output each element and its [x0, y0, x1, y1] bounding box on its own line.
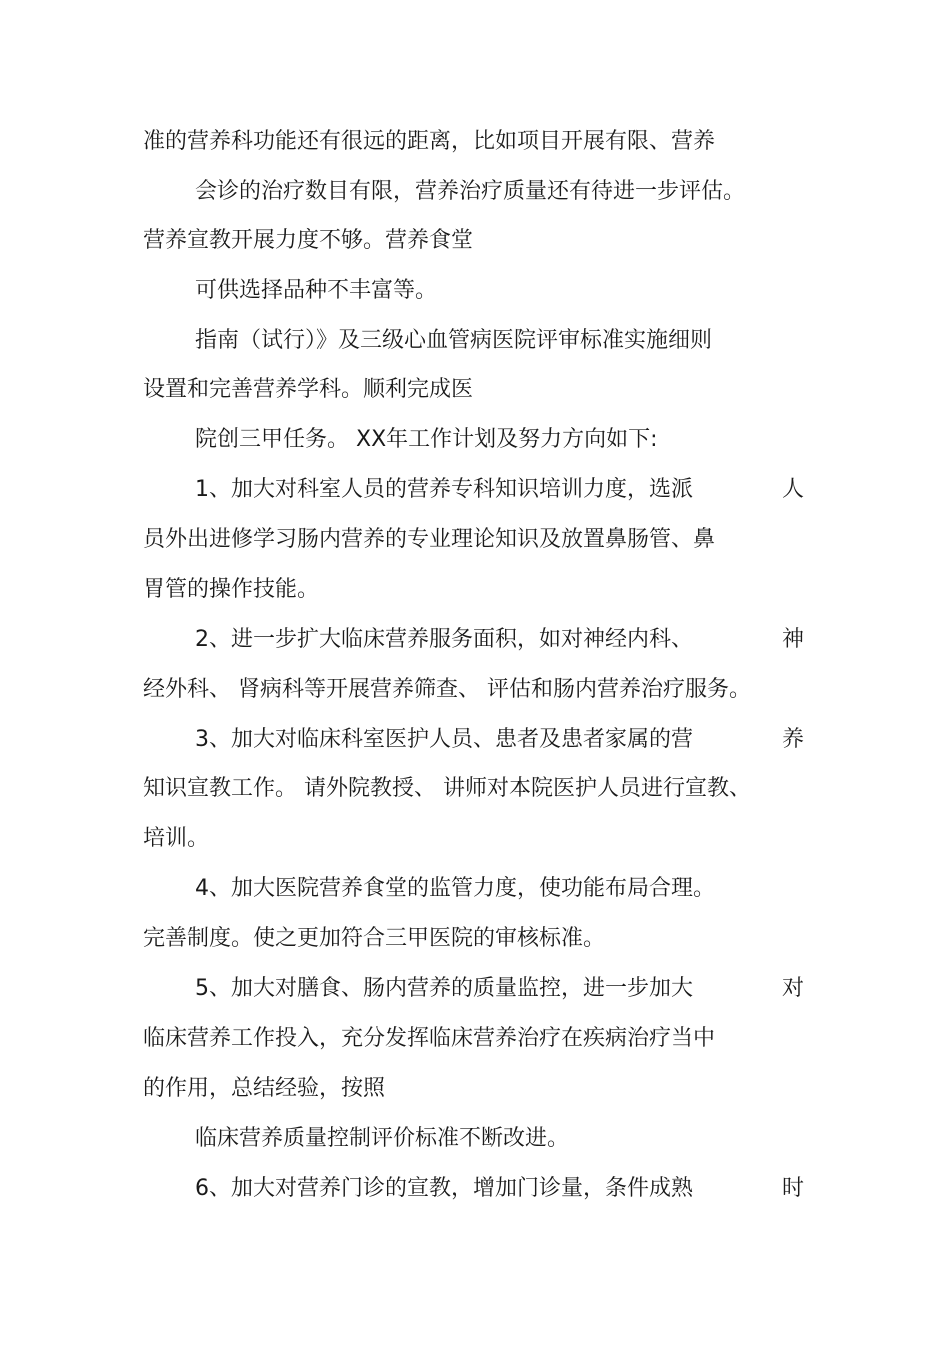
list-item-3: 3、加大对临床科室医护人员、患者及患者家属的营: [195, 727, 693, 752]
list-item-1: 1、加大对科室人员的营养专科知识培训力度，选派: [195, 477, 693, 502]
text-line: 胃管的操作技能。: [143, 577, 320, 602]
text-line: 会诊的治疗数目有限，营养治疗质量还有待进一步评估。: [195, 179, 746, 204]
line-end-char: 时: [782, 1176, 805, 1201]
text-line: 指南（试行）》及三级心血管病医院评审标准实施细则: [195, 328, 713, 353]
text-line: 营养宣教开展力度不够。营养食堂: [143, 228, 474, 253]
text-line: 临床营养质量控制评价标准不断改进。: [195, 1126, 570, 1151]
line-end-char: 养: [782, 727, 805, 752]
list-item-2: 2、进一步扩大临床营养服务面积，如对神经内科、: [195, 627, 693, 652]
list-item-4: 4、加大医院营养食堂的监管力度，使功能布局合理。: [195, 876, 715, 901]
list-item-5: 5、加大对膳食、肠内营养的质量监控，进一步加大: [195, 976, 693, 1001]
list-item-6: 6、加大对营养门诊的宣教，增加门诊量，条件成熟: [195, 1176, 693, 1201]
text-line: 可供选择品种不丰富等。: [195, 278, 438, 303]
text-line: 知识宣教工作。 请外院教授、 讲师对本院医护人员进行宣教、: [143, 776, 751, 801]
text-line: 的作用，总结经验，按照: [143, 1076, 386, 1101]
line-end-char: 对: [782, 976, 805, 1001]
text-line: 临床营养工作投入，充分发挥临床营养治疗在疾病治疗当中: [143, 1026, 716, 1051]
line-end-char: 神: [782, 627, 805, 652]
text-line: 员外出进修学习肠内营养的专业理论知识及放置鼻肠管、鼻: [143, 527, 716, 552]
text-line: 准的营养科功能还有很远的距离，比如项目开展有限、营养: [143, 129, 716, 154]
text-line: 院创三甲任务。 XX年工作计划及努力方向如下:: [195, 427, 658, 452]
text-line: 完善制度。使之更加符合三甲医院的审核标准。: [143, 926, 606, 951]
text-line: 培训。: [143, 826, 210, 851]
line-end-char: 人: [782, 477, 805, 502]
text-line: 经外科、 肾病科等开展营养筛查、 评估和肠内营养治疗服务。: [143, 677, 751, 702]
text-line: 设置和完善营养学科。顺利完成医: [143, 377, 474, 402]
